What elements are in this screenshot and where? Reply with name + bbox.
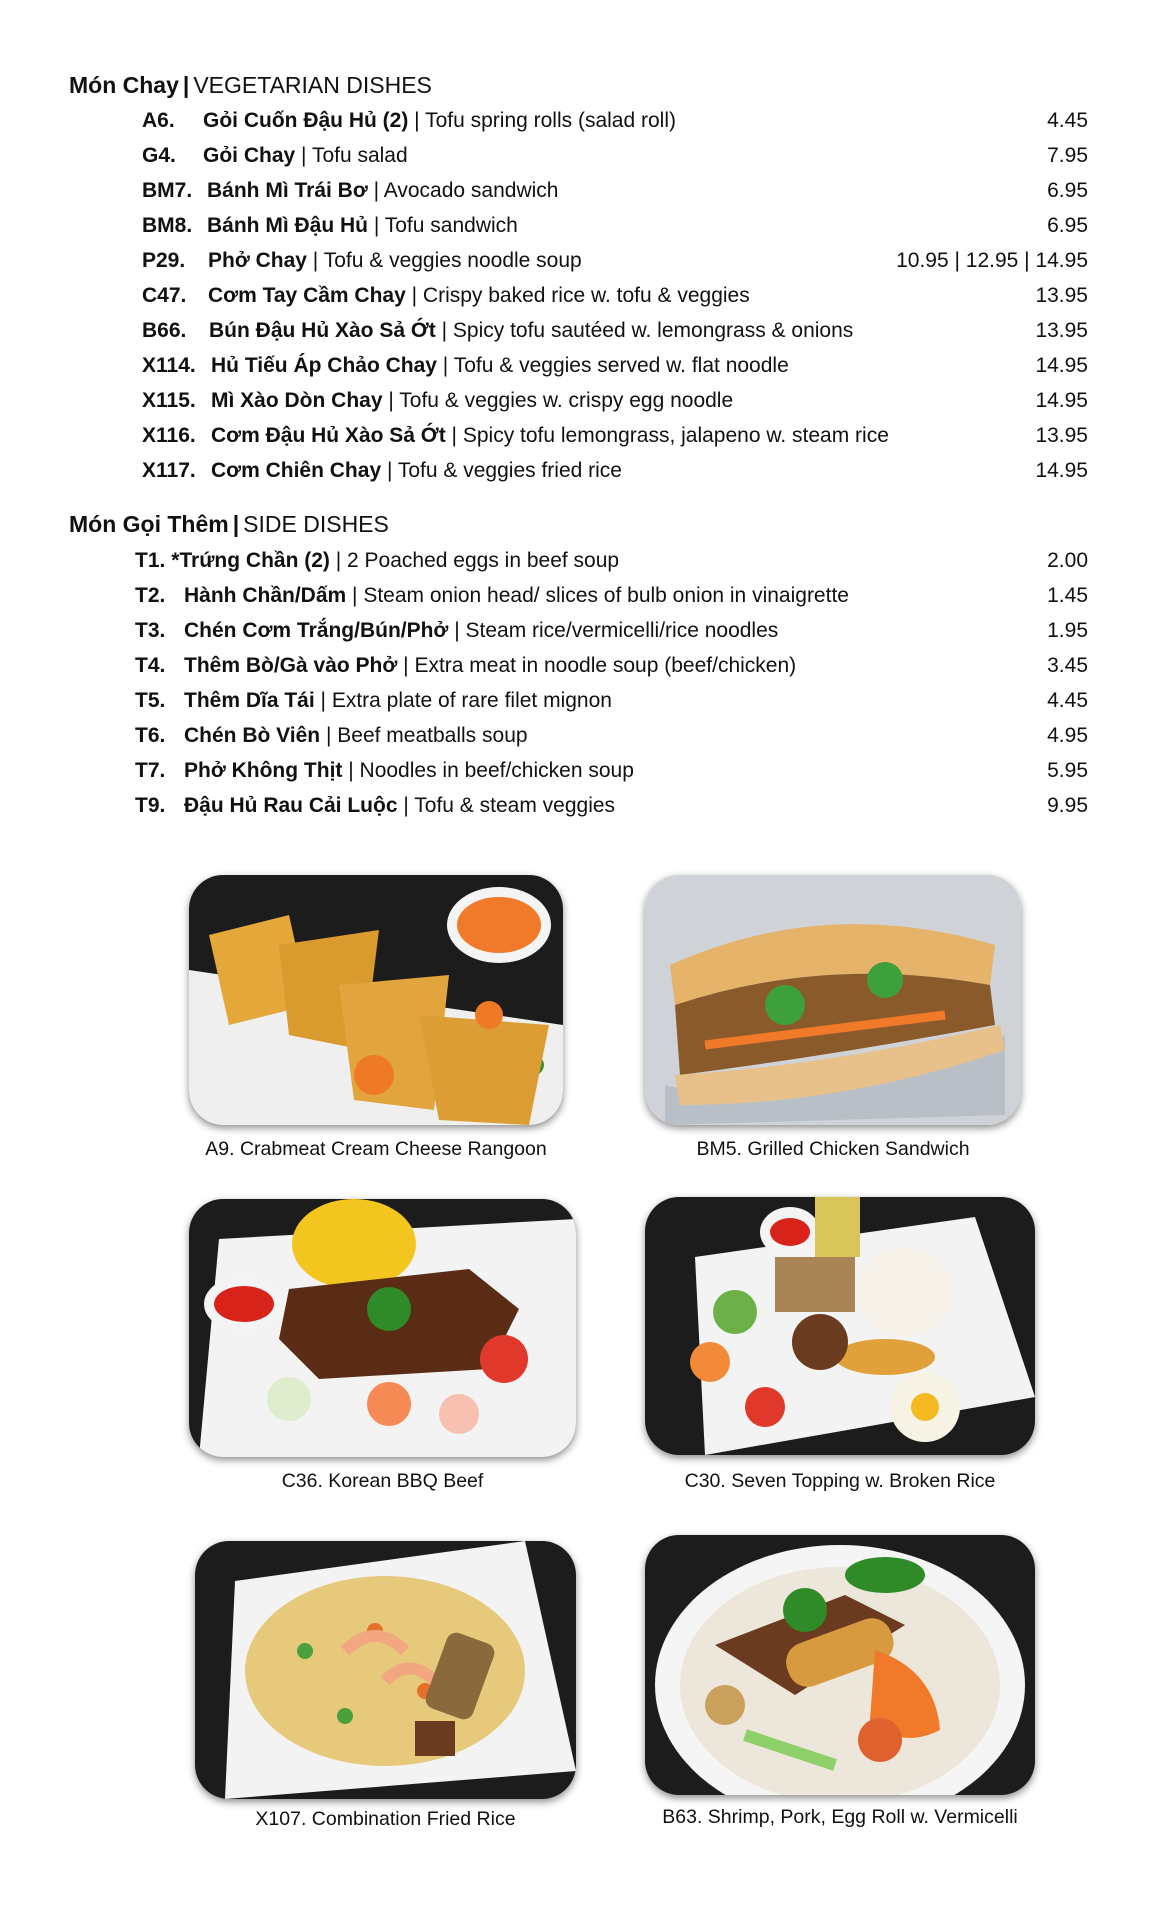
item-name: Thêm Bò/Gà vào Phở — [184, 654, 398, 677]
item-description: Tofu & veggies fried rice — [397, 459, 622, 482]
photo-caption: X107. Combination Fried Rice — [255, 1808, 516, 1830]
item-code: BM8. — [142, 214, 193, 237]
item-name: Bún Đậu Hủ Xào Sả Ớt — [209, 319, 436, 342]
item-description: Beef meatballs soup — [337, 724, 528, 747]
item-name: Gỏi Chay — [203, 144, 296, 167]
menu-item: X116. Cơm Đậu Hủ Xào Sả Ớt | Spicy tofu lemongrass, jalapeno w. steam rice 13.95 — [142, 421, 1088, 451]
item-description: Tofu & veggies w. crispy egg noodle — [399, 389, 734, 412]
photo-caption: C36. Korean BBQ Beef — [281, 1470, 484, 1492]
item-name: *Trứng Chần (2) — [171, 549, 330, 572]
item-description: Tofu salad — [311, 144, 408, 167]
item-price: 13.95 — [1035, 319, 1088, 342]
item-description: Tofu sandwich — [384, 214, 518, 237]
sides-title-en: SIDE DISHES — [243, 511, 389, 537]
menu-item: T9. Đậu Hủ Rau Cải Luộc | Tofu & steam veggies 9.95 — [135, 791, 1088, 821]
item-description: Tofu spring rolls (salad roll) — [425, 109, 677, 132]
item-price: 2.00 — [1047, 549, 1088, 572]
item-price: 1.95 — [1047, 619, 1088, 642]
menu-item: T2. Hành Chần/Dấm | Steam onion head/ slices of bulb onion in vinaigrette 1.45 — [135, 581, 1088, 611]
item-price: 4.45 — [1047, 689, 1088, 712]
item-code: BM7. — [142, 179, 193, 202]
menu-item: T6. Chén Bò Viên | Beef meatballs soup 4.95 — [135, 721, 1088, 751]
menu-item: T7. Phở Không Thịt | Noodles in beef/chicken soup 5.95 — [135, 756, 1088, 786]
item-description: Tofu & steam veggies — [414, 794, 616, 817]
item-price: 6.95 — [1047, 179, 1088, 202]
item-code: T4. — [135, 654, 166, 677]
item-price: 7.95 — [1047, 144, 1088, 167]
item-name: Cơm Tay Cầm Chay — [208, 284, 406, 307]
menu-item: T3. Chén Cơm Trắng/Bún/Phở | Steam rice/vermicelli/rice noodles 1.95 — [135, 616, 1088, 646]
item-name: Gỏi Cuốn Đậu Hủ (2) — [203, 109, 409, 132]
item-description: Crispy baked rice w. tofu & veggies — [422, 284, 750, 307]
vermicelli-bowl-photo — [645, 1535, 1035, 1795]
menu-item: B66. Bún Đậu Hủ Xào Sả Ớt | Spicy tofu sautéed w. lemongrass & onions 13.95 — [142, 316, 1088, 346]
item-code: T6. — [135, 724, 166, 747]
item-code: C47. — [142, 284, 187, 307]
menu-item: P29. Phở Chay | Tofu & veggies noodle soup 10.95 | 12.95 | 14.95 — [142, 246, 1088, 276]
item-price: 9.95 — [1047, 794, 1088, 817]
title-separator: | — [182, 72, 190, 98]
item-description: Steam rice/vermicelli/rice noodles — [465, 619, 779, 642]
item-name: Cơm Chiên Chay — [211, 459, 382, 482]
item-description: 2 Poached eggs in beef soup — [347, 549, 620, 572]
item-price: 5.95 — [1047, 759, 1088, 782]
broken-rice-photo — [645, 1197, 1035, 1455]
menu-item: T5. Thêm Dĩa Tái | Extra plate of rare filet mignon 4.45 — [135, 686, 1088, 716]
sides-section-title — [69, 511, 389, 538]
item-description: Tofu & veggies noodle soup — [323, 249, 582, 272]
item-name: Mì Xào Dòn Chay — [211, 389, 383, 412]
item-code: X114. — [142, 354, 196, 377]
item-price: 6.95 — [1047, 214, 1088, 237]
item-description: Avocado sandwich — [383, 179, 559, 202]
item-description: Steam onion head/ slices of bulb onion in vinaigrette — [363, 584, 849, 607]
item-code: T1. — [135, 549, 166, 572]
item-price: 10.95 | 12.95 | 14.95 — [896, 249, 1088, 272]
menu-item: BM7. Bánh Mì Trái Bơ | Avocado sandwich 6.95 — [142, 176, 1088, 206]
menu-item: T1. *Trứng Chần (2) | 2 Poached eggs in beef soup 2.00 — [135, 546, 1088, 576]
menu-item: A6. Gỏi Cuốn Đậu Hủ (2) | Tofu spring rolls (salad roll) 4.45 — [142, 106, 1088, 136]
item-code: T7. — [135, 759, 166, 782]
item-name: Đậu Hủ Rau Cải Luộc — [184, 794, 398, 817]
item-code: X117. — [142, 459, 196, 482]
menu-item: X115. Mì Xào Dòn Chay | Tofu & veggies w. crispy egg noodle 14.95 — [142, 386, 1088, 416]
photo-caption: B63. Shrimp, Pork, Egg Roll w. Vermicelli — [662, 1806, 1018, 1828]
item-code: A6. — [142, 109, 175, 132]
item-code: T2. — [135, 584, 166, 607]
photo-caption: C30. Seven Topping w. Broken Rice — [684, 1470, 996, 1492]
fried-rice-photo — [195, 1541, 576, 1799]
bbq-beef-photo — [189, 1199, 576, 1457]
item-description: Spicy tofu lemongrass, jalapeno w. steam rice — [462, 424, 889, 447]
photo-caption: A9. Crabmeat Cream Cheese Rangoon — [205, 1138, 547, 1160]
item-price: 13.95 — [1035, 424, 1088, 447]
item-name: Hành Chần/Dấm — [184, 584, 347, 607]
menu-item: X114. Hủ Tiếu Áp Chảo Chay | Tofu & veggies served w. flat noodle 14.95 — [142, 351, 1088, 381]
sandwich-photo — [645, 875, 1021, 1125]
menu-item: G4. Gỏi Chay | Tofu salad 7.95 — [142, 141, 1088, 171]
item-description: Extra plate of rare filet mignon — [331, 689, 612, 712]
vegetarian-title-vi: Món Chay — [69, 72, 179, 98]
item-price: 14.95 — [1035, 389, 1088, 412]
item-price: 14.95 — [1035, 354, 1088, 377]
item-description: Tofu & veggies served w. flat noodle — [453, 354, 789, 377]
item-name: Bánh Mì Đậu Hủ — [207, 214, 368, 237]
photo-caption: BM5. Grilled Chicken Sandwich — [696, 1138, 970, 1160]
item-name: Chén Bò Viên — [184, 724, 321, 747]
item-name: Thêm Dĩa Tái — [184, 689, 315, 712]
menu-item: BM8. Bánh Mì Đậu Hủ | Tofu sandwich 6.95 — [142, 211, 1088, 241]
item-price: 14.95 — [1035, 459, 1088, 482]
item-code: X115. — [142, 389, 196, 412]
sides-title-vi: Món Gọi Thêm — [69, 511, 229, 537]
item-price: 13.95 — [1035, 284, 1088, 307]
menu-item: X117. Cơm Chiên Chay | Tofu & veggies fried rice 14.95 — [142, 456, 1088, 486]
item-name: Hủ Tiếu Áp Chảo Chay — [211, 354, 437, 377]
item-description: Spicy tofu sautéed w. lemongrass & onions — [452, 319, 854, 342]
item-price: 4.95 — [1047, 724, 1088, 747]
item-name: Phở Chay — [208, 249, 307, 272]
vegetarian-section-title — [69, 72, 432, 99]
item-name: Bánh Mì Trái Bơ — [207, 179, 368, 202]
item-name: Chén Cơm Trắng/Bún/Phở — [184, 619, 449, 642]
vegetarian-title-en: VEGETARIAN DISHES — [193, 72, 432, 98]
item-code: T9. — [135, 794, 166, 817]
item-code: G4. — [142, 144, 176, 167]
item-name: Phở Không Thịt — [184, 759, 343, 782]
menu-item: C47. Cơm Tay Cầm Chay | Crispy baked rice w. tofu & veggies 13.95 — [142, 281, 1088, 311]
rangoon-photo — [189, 875, 563, 1125]
item-price: 1.45 — [1047, 584, 1088, 607]
item-description: Noodles in beef/chicken soup — [359, 759, 634, 782]
item-code: B66. — [142, 319, 187, 342]
item-name: Cơm Đậu Hủ Xào Sả Ớt — [211, 424, 446, 447]
title-separator: | — [232, 511, 240, 537]
item-code: T5. — [135, 689, 166, 712]
item-code: P29. — [142, 249, 186, 272]
item-price: 4.45 — [1047, 109, 1088, 132]
item-description: Extra meat in noodle soup (beef/chicken) — [414, 654, 797, 677]
item-code: T3. — [135, 619, 166, 642]
item-price: 3.45 — [1047, 654, 1088, 677]
menu-item: T4. Thêm Bò/Gà vào Phở | Extra meat in noodle soup (beef/chicken) 3.45 — [135, 651, 1088, 681]
item-code: X116. — [142, 424, 196, 447]
